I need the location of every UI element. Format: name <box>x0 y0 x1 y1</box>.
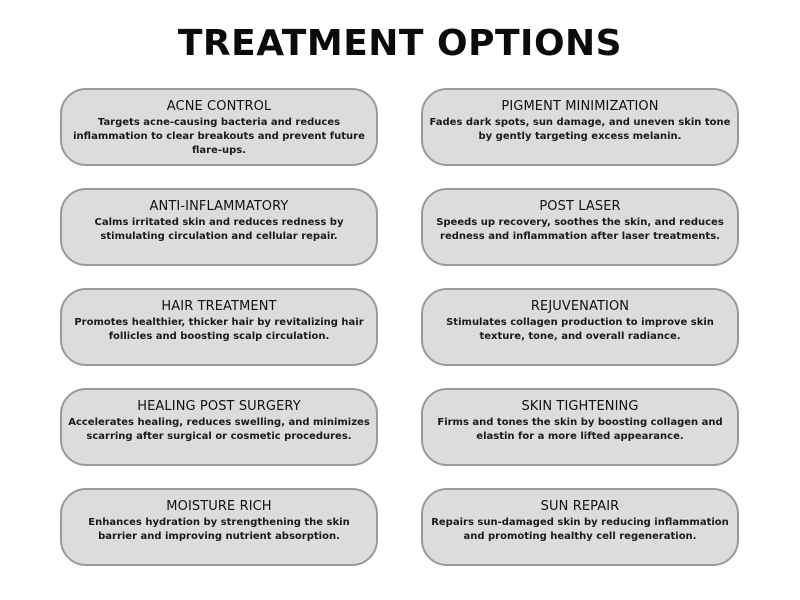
treatment-description: Accelerates healing, reduces swelling, and minimizes scarring after surgical or cosmetic procedures. <box>68 417 370 442</box>
treatment-title: SUN REPAIR <box>540 499 620 514</box>
treatment-title: ANTI-INFLAMMATORY <box>149 199 289 214</box>
treatment-description: Repairs sun-damaged skin by reducing inflammation and promoting healthy cell regeneration. <box>431 517 729 542</box>
treatment-title: ACNE CONTROL <box>166 99 272 114</box>
treatment-card-hair-treatment <box>60 288 378 366</box>
treatment-title: HAIR TREATMENT <box>161 299 277 314</box>
treatment-title: PIGMENT MINIMIZATION <box>501 99 659 114</box>
treatment-title: SKIN TIGHTENING <box>521 399 639 414</box>
treatment-description: Targets acne-causing bacteria and reduces inflammation to clear breakouts and prevent future flare-ups. <box>73 117 365 156</box>
treatment-description: Fades dark spots, sun damage, and uneven skin tone by gently targeting excess melanin. <box>429 117 731 142</box>
treatment-grid <box>60 88 740 566</box>
treatment-title: REJUVENATION <box>530 299 630 314</box>
page-title: TREATMENT OPTIONS <box>177 23 623 64</box>
treatment-card-rejuvenation <box>421 288 739 366</box>
treatment-description: Stimulates collagen production to improve skin texture, tone, and overall radiance. <box>446 317 714 342</box>
treatment-card-pigment-minimization <box>421 88 739 166</box>
treatment-title: HEALING POST SURGERY <box>137 399 301 414</box>
treatment-card-acne-control <box>60 88 378 166</box>
treatment-card-skin-tightening <box>421 388 739 466</box>
treatment-card-moisture-rich <box>60 488 378 566</box>
treatment-card-healing-post-surgery <box>60 388 378 466</box>
treatment-description: Speeds up recovery, soothes the skin, and reduces redness and inflammation after laser treatments. <box>436 217 724 242</box>
treatment-card-post-laser <box>421 188 739 266</box>
treatment-title: MOISTURE RICH <box>166 499 272 514</box>
treatment-description: Calms irritated skin and reduces redness by stimulating circulation and cellular repair. <box>94 217 344 242</box>
treatment-description: Firms and tones the skin by boosting collagen and elastin for a more lifted appearance. <box>437 417 723 442</box>
treatment-card-anti-inflammatory <box>60 188 378 266</box>
treatment-description: Promotes healthier, thicker hair by revitalizing hair follicles and boosting scalp circulation. <box>74 317 364 342</box>
treatment-title: POST LASER <box>539 199 621 214</box>
treatment-card-sun-repair <box>421 488 739 566</box>
treatment-description: Enhances hydration by strengthening the skin barrier and improving nutrient absorption. <box>88 517 350 542</box>
